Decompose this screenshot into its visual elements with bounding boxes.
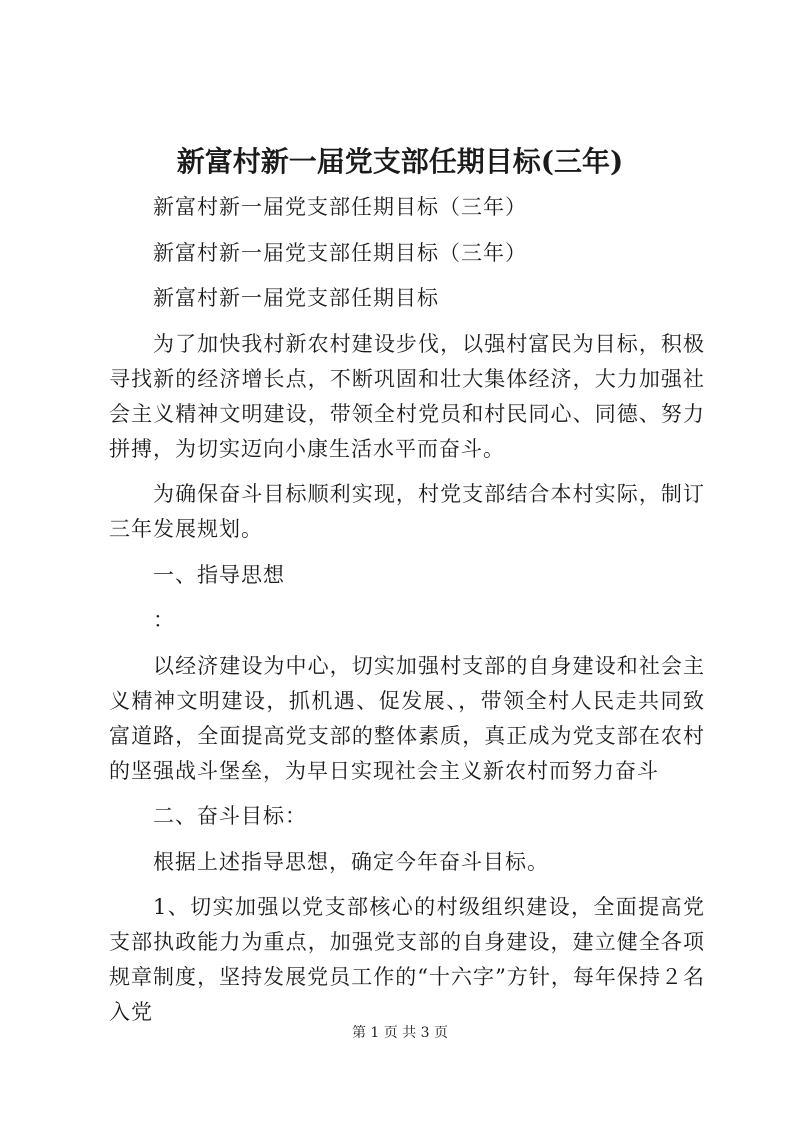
- document-title: 新富村新一届党支部任期目标(三年): [176, 145, 624, 178]
- paragraph-plan: 为确保奋斗目标顺利实现，村党支部结合本村实际，制订三年发展规划。: [109, 482, 705, 541]
- paragraph-subtitle-3: 新富村新一届党支部任期目标: [153, 286, 439, 310]
- paragraph-subtitle-2: 新富村新一届党支部任期目标（三年）: [153, 240, 527, 265]
- document-body: [109, 190, 705, 1041]
- page-footer: 第 1 页 共 3 页: [351, 1025, 449, 1041]
- paragraph-goal-1: 1、切实加强以党支部核心的村级组织建设，全面提高党支部执政能力为重点，加强党支部的自身建设，建立健全各项规章制度，坚持发展党员工作的“十六字”方针，每年保持２名入党: [109, 895, 705, 1024]
- paragraph-goals-intro: 根据上述指导思想，确定今年奋斗目标。: [153, 849, 549, 874]
- paragraph-subtitle-1: 新富村新一届党支部任期目标（三年）: [153, 195, 527, 219]
- paragraph-guiding-thought: 以经济建设为中心，切实加强村支部的自身建设和社会主义精神文明建设，抓机遇、促发展、，带领全村人民走共同致富道路，全面提高党支部的整体素质，真正成为党支部在农村的坚强战斗堡垒，为早日实现社会主义新农村而努力奋斗: [109, 653, 705, 783]
- paragraph-intro: 为了加快我村新农村建设步伐，以强村富民为目标，积极寻找新的经济增长点，不断巩固和壮大集体经济，大力加强社会主义精神文明建设，带领全村党员和村民同心、同德、努力拼搏，为切实迈向小康生活水平而奋斗。: [109, 331, 705, 461]
- section-heading-guiding-thought: 一、指导思想: [153, 562, 285, 587]
- paragraph-colon: ：: [153, 608, 175, 632]
- section-heading-goals: 二、奋斗目标：: [153, 804, 307, 828]
